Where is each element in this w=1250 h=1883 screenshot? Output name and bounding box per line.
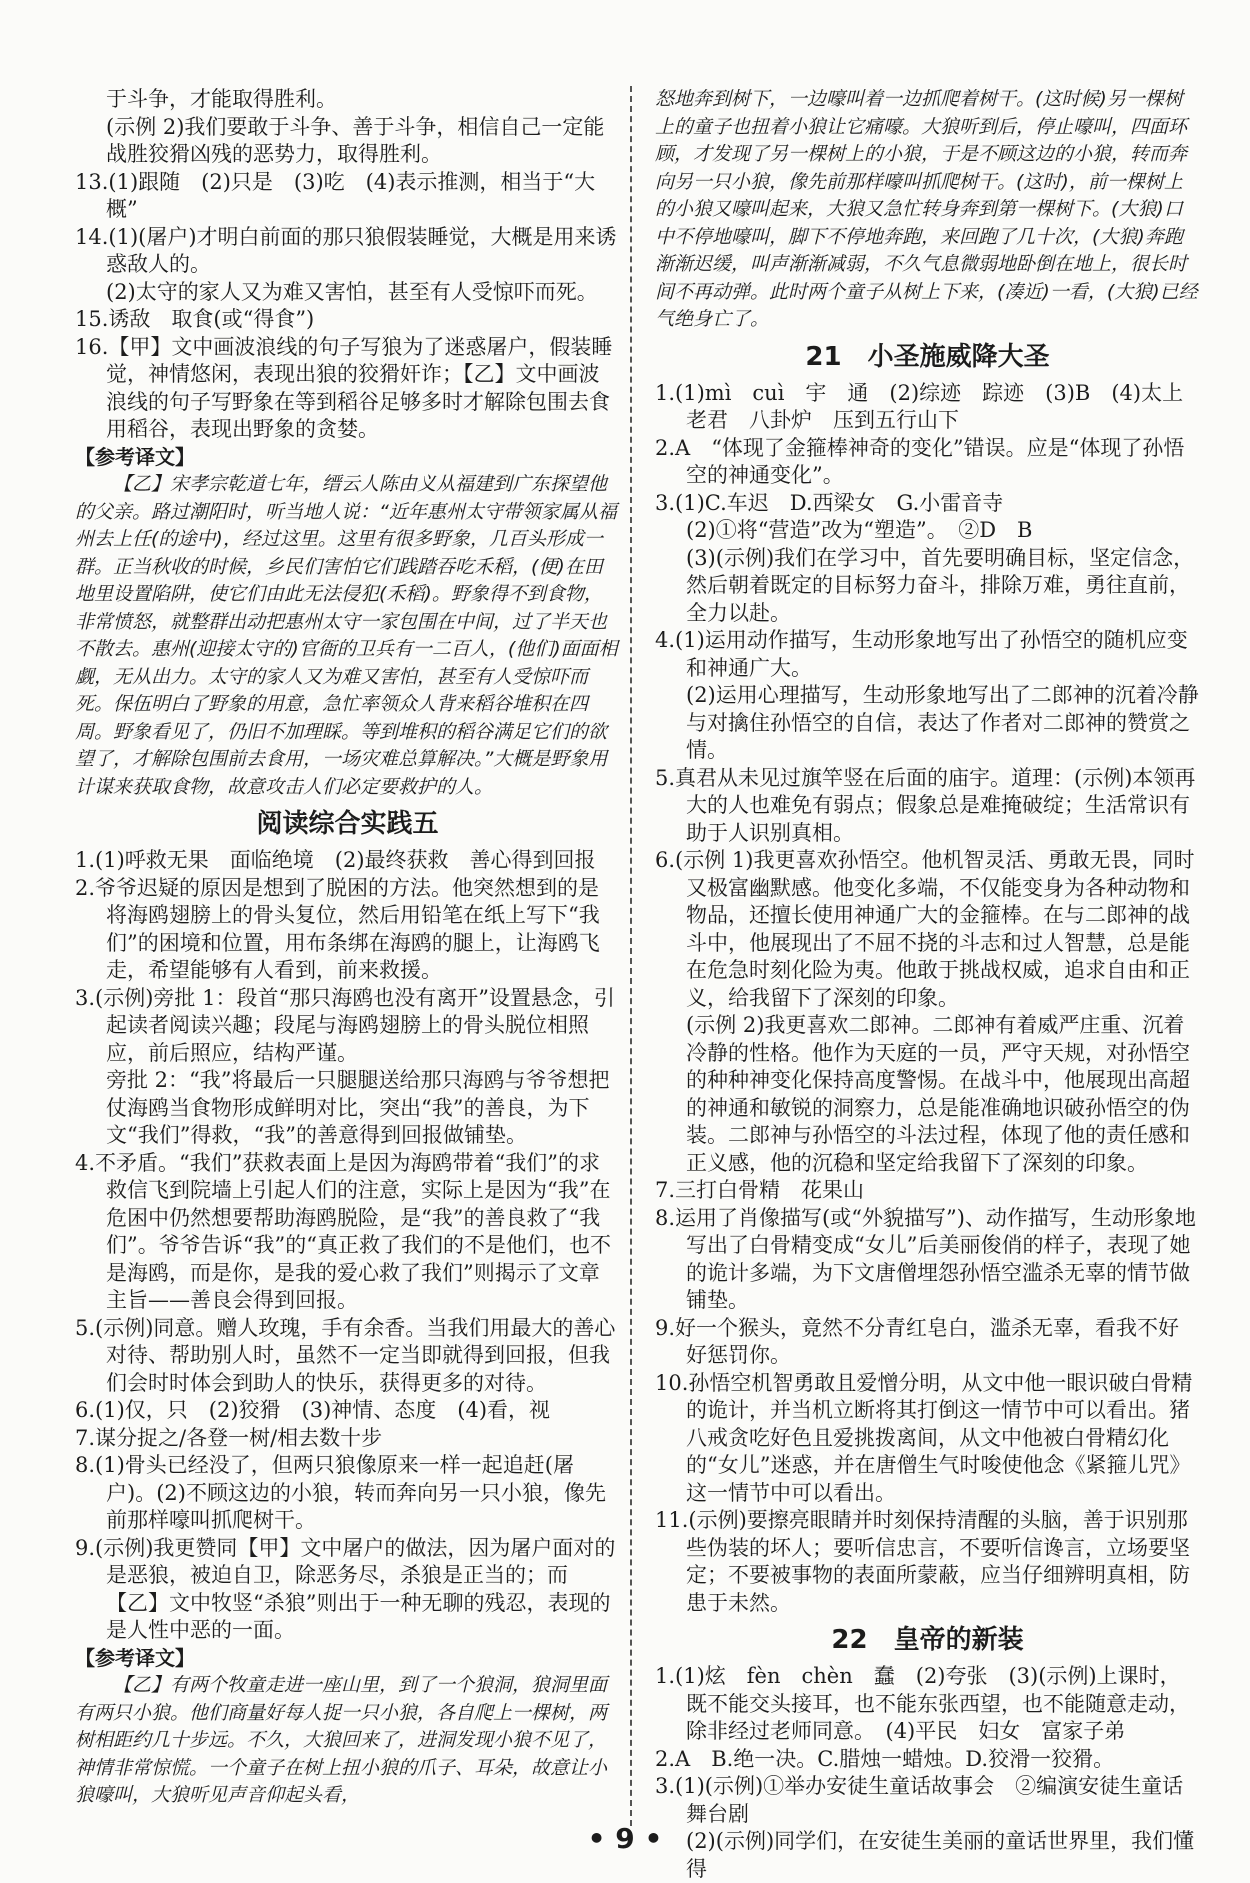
translation-paragraph: 【乙】有两个牧童走进一座山里，到了一个狼洞，狼洞里面有两只小狼。他们商量好每人捉一只小狼，各自爬上一棵树，两树相距约几十步远。不久，大狼回来了，进洞发现小狼不见了，神情非常惊慌。一个童子在树上扭小狼的爪子、耳朵，故意让小狼嚎叫，大狼听见声音仰起头看， — [75, 1674, 608, 1806]
answer-line: 7.三打白骨精 花果山 — [655, 1178, 865, 1202]
answer-line: 8.运用了肖像描写(或“外貌描写”)、动作描写，生动形象地写出了白骨精变成“女儿”后美丽俊俏的样子，表现了她的诡计多端，为下文唐僧埋怨孙悟空滥杀无辜的情节做铺垫。 — [655, 1205, 1196, 1312]
answer-line: 9.好一个猴头，竟然不分青红皂白，滥杀无辜，看我不好好惩罚你。 — [655, 1315, 1180, 1367]
answer-line: 9.(示例)我更赞同【甲】文中屠户的做法，因为屠户面对的是恶狼，被迫自卫，除恶务尽，杀狼是正当的；而【乙】文中牧竖“杀狼”则出于一种无聊的残忍，表现的是人性中恶的一面。 — [75, 1535, 616, 1642]
answer-line: 旁批 2：“我”将最后一只腿腿送给那只海鸥与爷爷想把仗海鸥当食物形成鲜明对比，突出“我”的善良，为下文“我们”得救，“我”的善意得到回报做铺垫。 — [106, 1068, 610, 1147]
section-title: 22 皇帝的新装 — [831, 1625, 1024, 1655]
answer-line: 8.(1)骨头已经没了，但两只狼像原来一样一起追赶(屠户)。(2)不顾这边的小狼，转而奔向另一只小狼，像先前那样嚎叫抓爬树干。 — [75, 1453, 606, 1532]
column-divider — [630, 86, 632, 1826]
answer-line: (示例 2)我更喜欢二郎神。二郎神有着威严庄重、沉着冷静的性格。他作为天庭的一员，严守天规，对孙悟空的种种神变化保持高度警惕。在战斗中，他展现出高超的神通和敏锐的洞察力，总是能准确地识破孙悟空的伪装。二郎神与孙悟空的斗法过程，体现了他的责任感和正义感，他的沉稳和坚定给我留下了深刻的印象。 — [686, 1013, 1190, 1175]
translation-paragraph: 怒地奔到树下，一边嚎叫着一边抓爬着树干。(这时候)另一棵树上的童子也扭着小狼让它痛嚎。大狼听到后，停止嚎叫，四面环顾，才发现了另一棵树上的小狼，于是不顾这边的小狼，转而奔向另一只小狼，像先前那样嚎叫抓爬树干。(这时)，前一棵树上的小狼又嚎叫起来，大狼又急忙转身奔到第一棵树下。(大狼)口中不停地嚎叫，脚下不停地奔跑，来回跑了几十次，(大狼)奔跑渐渐迟缓，叫声渐渐减弱，不久气息微弱地卧倒在地上，很长时间不再动弹。此时两个童子从树上下来，(凑近)一看，(大狼)已经气绝身亡了。 — [655, 88, 1198, 330]
answer-line: 4.(1)运用动作描写，生动形象地写出了孙悟空的随机应变和神通广大。 — [655, 628, 1188, 680]
section-title: 21 小圣施威降大圣 — [805, 341, 1050, 372]
answer-line: 1.(1)呼救无果 面临绝境 (2)最终获救 善心得到回报 — [75, 848, 596, 872]
answer-line: 2.爷爷迟疑的原因是想到了脱困的方法。他突然想到的是将海鸥翅膀上的骨头复位，然后用铅笔在纸上写下“我们”的困境和位置，用布条绑在海鸥的腿上，让海鸥飞走，希望能够有人看到，前来救援。 — [75, 875, 600, 982]
answer-line: 于斗争，才能取得胜利。 — [106, 87, 337, 111]
reference-translation-label: 【参考译文】 — [75, 444, 195, 469]
answer-line: 2.A “体现了金箍棒神奇的变化”错误。应是“体现了孙悟空的神通变化”。 — [655, 435, 1185, 487]
answer-line: 3.(示例)旁批 1：段首“那只海鸥也没有离开”设置悬念，引起读者阅读兴趣；段尾与海鸥翅膀上的骨头脱位相照应，前后照应，结构严谨。 — [75, 985, 615, 1065]
page-number: • 9 • — [587, 1822, 663, 1855]
answer-line: 4.不矛盾。“我们”获救表面上是因为海鸥带着“我们”的求救信飞到院墙上引起人们的注意，实际上是因为“我”在危困中仍然想要帮助海鸥脱险，是“我”的善良救了“我们”。爷爷告诉“我”的“真正救了我们的不是他们，也不是海鸥，而是你，是我的爱心救了我们”则揭示了文章主旨——善良会得到回报。 — [75, 1150, 611, 1312]
answer-line: (2)(示例)同学们，在安徒生美丽的童话世界里，我们懂得 — [686, 1829, 1195, 1881]
answer-line: 7.谋分捉之/各登一树/相去数十步 — [75, 1425, 383, 1450]
answer-line: 3.(1)(示例)①举办安徒生童话故事会 ②编演安徒生童话舞台剧 — [655, 1774, 1184, 1826]
answer-line: 6.(示例 1)我更喜欢孙悟空。他机智灵活、勇敢无畏，同时又极富幽默感。他变化多端，不仅能变身为各种动物和物品，还擅长使用神通广大的金箍棒。在与二郎神的战斗中，他展现出了不屈不挠的斗志和过人智慧，总是能在危急时刻化险为夷。他敢于挑战权威，追求自由和正义，给我留下了深刻的印象。 — [655, 848, 1195, 1010]
answer-line: 5.(示例)同意。赠人玫瑰，手有余香。当我们用最大的善心对待、帮助别人时，虽然不一定当即就得到回报，但我们会时时体会到助人的快乐，获得更多的对待。 — [75, 1315, 616, 1395]
answer-line: 6.(1)仅，只 (2)狡猾 (3)神情、态度 (4)看，视 — [75, 1398, 551, 1422]
reference-translation-label: 【参考译文】 — [75, 1645, 195, 1670]
answer-line: 1.(1)mì cuì 宇 通 (2)综迹 踪迹 (3)B (4)太上老君 八卦炉 压到五行山下 — [655, 380, 1184, 432]
translation-paragraph: 【乙】宋孝宗乾道七年，缙云人陈由义从福建到广东探望他的父亲。路过潮阳时，听当地人说：“近年惠州太守带领家属从福州去上任(的途中)，经过这里。这里有很多野象，几百头形成一群。正当秋收的时候，乡民们害怕它们践踏吞吃禾稻，(便)在田地里设置陷阱，使它们由此无法侵犯(禾稻)。野象得不到食物，非常愤怒，就整群出动把惠州太守一家包围在中间，过了半天也不散去。惠州(迎接太守的)官衙的卫兵有一二百人，(他们)面面相觑，无从出力。太守的家人又为难又害怕，甚至有人受惊吓而死。保伍明白了野象的用意，急忙率领众人背来稻谷堆积在四周。野象看见了，仍旧不加理睬。等到堆积的稻谷满足它们的欲望了，才解除包围前去食用，一场灾难总算解决。”大概是野象用计谋来获取食物，故意攻击人们必定要救护的人。 — [75, 473, 618, 798]
answer-line: 5.真君从未见过旗竿竖在后面的庙宇。道理：(示例)本领再大的人也难免有弱点；假象总是难掩破绽；生活常识有助于人识别真相。 — [655, 765, 1196, 845]
answer-line: 11.(示例)要擦亮眼睛并时刻保持清醒的头脑，善于识别那些伪装的坏人；要听信忠言，不要听信谗言，立场要坚定；不要被事物的表面所蒙蔽，应当仔细辨明真相，防患于未然。 — [655, 1508, 1190, 1615]
answer-line: 14.(1)(屠户)才明白前面的那只狼假装睡觉，大概是用来诱惑敌人的。 — [75, 224, 617, 276]
answer-line: 16.【甲】文中画波浪线的句子写狼为了迷惑屠户，假装睡觉，神情悠闲，表现出狼的狡猾奸诈；【乙】文中画波浪线的句子写野象在等到稻谷足够多时才解除包围去食用稻谷，表现出野象的贪婪。 — [75, 334, 613, 441]
section-title: 阅读综合实践五 — [256, 809, 439, 839]
answer-line: (2)运用心理描写，生动形象地写出了二郎神的沉着冷静与对擒住孙悟空的自信，表达了作者对二郎神的赞赏之情。 — [686, 683, 1199, 762]
answer-line: (2)太守的家人又为难又害怕，甚至有人受惊吓而死。 — [106, 279, 598, 304]
answer-line: 13.(1)跟随 (2)只是 (3)吃 (4)表示推测，相当于“大概” — [75, 169, 596, 221]
answer-line: 3.(1)C.车迟 D.西梁女 G.小雷音寺 — [655, 490, 1004, 515]
answer-line: 15.诱敌 取食(或“得食”) — [75, 307, 315, 331]
answer-line: 10.孙悟空机智勇敢且爱憎分明，从文中他一眼识破白骨精的诡计，并当机立断将其打倒这一情节中可以看出。猪八戒贪吃好色且爱挑拨离间，从文中他被白骨精幻化的“女儿”迷惑，并在唐僧生气时唆使他念《紧箍儿咒》这一情节中可以看出。 — [655, 1370, 1193, 1505]
right-column — [655, 86, 1200, 1883]
answer-line: 1.(1)炫 fèn chèn 蠢 (2)夸张 (3)(示例)上课时，既不能交头接耳，也不能东张西望，也不能随意走动，除非经过老师同意。 (4)平民 妇女 富家子弟 — [655, 1664, 1190, 1743]
left-column — [75, 86, 620, 1810]
answer-line: 2.A B.绝一决。C.腊烛一蜡烛。D.狡滑一狡猾。 — [655, 1746, 1115, 1771]
answer-line: (示例 2)我们要敢于斗争、善于斗争，相信自己一定能战胜狡猾凶残的恶势力，取得胜利。 — [106, 114, 605, 166]
answer-line: (3)(示例)我们在学习中，首先要明确目标，坚定信念，然后朝着既定的目标努力奋斗，排除万难，勇往直前，全力以赴。 — [686, 545, 1195, 625]
answer-line: (2)①将“营造”改为“塑造”。 ②D B — [686, 518, 1033, 542]
